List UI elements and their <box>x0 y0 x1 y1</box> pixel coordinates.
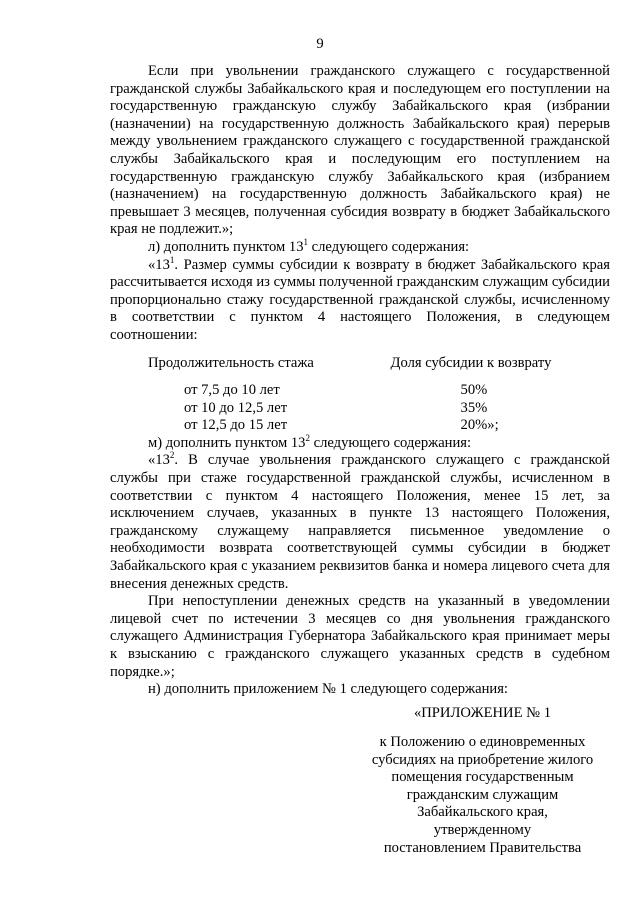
item-l-text: л) дополнить пунктом 13 <box>148 238 304 255</box>
item-n: н) дополнить приложением № 1 следующего содержания: <box>148 681 508 698</box>
item-m <box>110 435 610 453</box>
clause-13-2 <box>110 452 610 593</box>
item-l-superscript: 1 <box>303 237 309 248</box>
column-header-period: Продолжительность стажа <box>148 354 314 371</box>
appendix-reference <box>370 734 595 857</box>
appendix-line: субсидиях на приобретение жилого <box>371 751 594 768</box>
appendix-title: «ПРИЛОЖЕНИЕ № 1 <box>413 705 552 721</box>
item-m-tail: следующего содержания: <box>309 434 472 451</box>
table-row <box>148 417 610 435</box>
item-l-tail: следующего содержания: <box>308 238 470 255</box>
item-l <box>110 239 610 257</box>
clause-13-2-text: . В случае увольнения гражданского служащего с гражданской службы при стаже государственной гражданской службы, исчисленном в соответствии с пунктом 4 настоящего Положения, менее 15 лет, за исключением случаев, указанных в пункте 13 настоящего Положения, гражданскому служащему направляется письменное уведомление о необходимости возврата соответствующей суммы субсидии в бюджет Забайкальского края с указанием реквизитов банка и номера лицевого счета для внесения денежных средств. <box>110 452 610 592</box>
paragraph-nonreceipt: При непоступлении денежных средств на указанный в уведомлении лицевой счет по истечении 3 месяцев со дня увольнения гражданского служащего Администрация Губернатора Забайкальского края принимает меры к взысканию с гражданского служащего указанных средств в судебном порядке.»; <box>110 593 610 680</box>
appendix-line: гражданским служащим <box>406 786 559 803</box>
item-m-superscript: 2 <box>305 433 310 444</box>
item-m-text: м) дополнить пунктом 13 <box>148 434 306 451</box>
column-header-share: Доля субсидии к возврату <box>390 354 552 371</box>
clause-13-1-text: . Размер суммы субсидии к возврату в бюджет Забайкальского края рассчитывается исходя из суммы полученной гражданским служащим субсидии пропорционально стажу государственной гражданской службы, исчисленному в соответствии с пунктом 4 настоящего Положения, в следующем соотношении: <box>110 256 610 343</box>
clause-13-1-number: «13 <box>148 256 170 273</box>
table-cell-share: 35% <box>460 399 488 416</box>
clause-13-2-number: «13 <box>148 452 170 469</box>
appendix-line: к Положению о единовременных <box>379 734 586 750</box>
table-cell-period: от 12,5 до 15 лет <box>184 417 288 434</box>
appendix-line: помещения государственным <box>391 769 574 786</box>
appendix-line: Забайкальского края, утвержденному <box>417 804 548 838</box>
table-cell-share: 20%»; <box>460 417 499 434</box>
paragraph-return-exemption: Если при увольнении гражданского служащего с государственной гражданской службы Забайкальского края и последующем его поступлении на государственную гражданскую службу Забайкальского края (избрании (назначении) на государственную должность Забайкальского края) перерыв между увольнением гражданского служащего с государственной гражданской службы Забайкальского края и последующим его поступлением на государственную гражданскую службу Забайкальского края (избранием (назначением) на государственную должность Забайкальского края) не превышает 3 месяцев, полученная субсидия возврату в бюджет Забайкальского края не подлежит.»; <box>110 63 610 238</box>
table-row <box>148 400 610 418</box>
subsidy-return-ratio-table <box>148 355 610 435</box>
document-body <box>110 63 610 699</box>
table-cell-period: от 7,5 до 10 лет <box>184 382 280 399</box>
clause-13-1 <box>110 254 610 345</box>
ratio-table-header-row <box>148 355 610 383</box>
table-row <box>148 382 610 400</box>
page-number: 9 <box>316 36 324 52</box>
clause-13-2-superscript: 2 <box>169 450 175 461</box>
table-cell-share: 50% <box>460 382 488 399</box>
table-cell-period: от 10 до 12,5 лет <box>184 399 288 416</box>
appendix-line: постановлением Правительства <box>383 839 582 856</box>
clause-13-1-superscript: 1 <box>169 254 175 265</box>
